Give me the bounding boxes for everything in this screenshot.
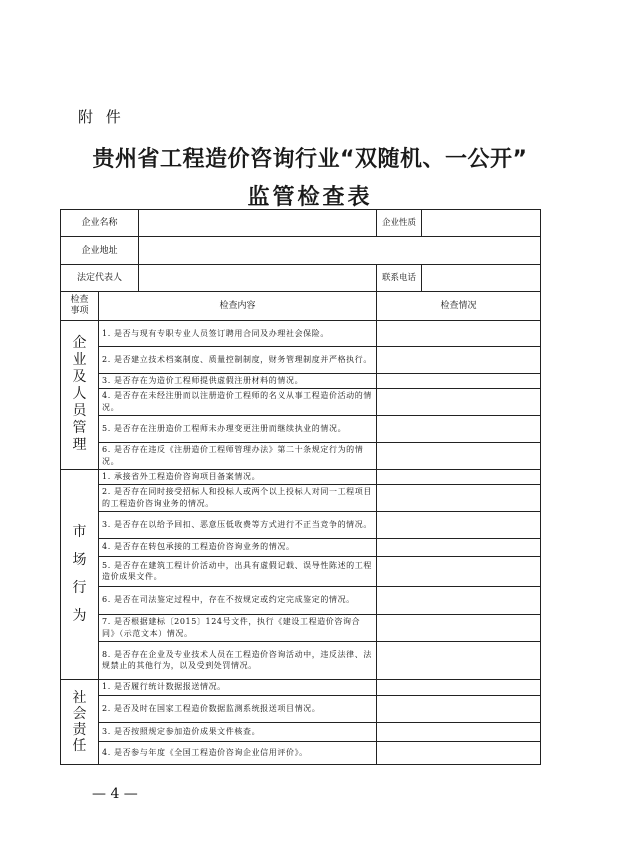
category-social-responsibility: 社 会 责 任 <box>61 679 99 764</box>
check-item: 1. 是否履行统计数据报送情况。 <box>99 679 377 695</box>
check-status-cell[interactable] <box>377 679 541 695</box>
company-address-label: 企业地址 <box>61 237 139 265</box>
check-status-cell[interactable] <box>377 556 541 586</box>
check-status-cell[interactable] <box>377 722 541 741</box>
check-item: 2. 是否建立技术档案制度、质量控制制度，财务管理制度并严格执行。 <box>99 347 377 374</box>
page-number: — 4 — <box>92 786 138 802</box>
header-item-line1: 检查 <box>70 295 89 305</box>
check-status-cell[interactable] <box>377 374 541 389</box>
check-item: 4. 是否参与年度《全国工程造价咨询企业信用评价》。 <box>99 741 377 764</box>
check-item: 3. 是否按照规定参加造价成果文件核查。 <box>99 722 377 741</box>
check-status-cell[interactable] <box>377 321 541 347</box>
company-address-value[interactable] <box>139 237 541 265</box>
phone-value[interactable] <box>422 265 541 292</box>
check-status-cell[interactable] <box>377 586 541 614</box>
check-item: 2. 是否存在同时接受招标人和投标人或两个以上投标人对同一工程项目的工程造价咨询业务的情况。 <box>99 484 377 511</box>
check-status-cell[interactable] <box>377 442 541 469</box>
check-status-cell[interactable] <box>377 347 541 374</box>
check-status-cell[interactable] <box>377 388 541 415</box>
phone-label: 联系电话 <box>377 265 422 292</box>
check-item: 5. 是否存在注册造价工程师未办理变更注册而继续执业的情况。 <box>99 415 377 442</box>
category-market-behavior: 市 场 行 为 <box>61 469 99 679</box>
inspection-table <box>60 209 541 765</box>
check-item: 8. 是否存在企业及专业技术人员在工程造价咨询活动中，违反法律、法规禁止的其他行为，以及受到处罚情况。 <box>99 641 377 679</box>
check-status-cell[interactable] <box>377 484 541 511</box>
check-status-cell[interactable] <box>377 614 541 641</box>
header-item-line2: 事项 <box>70 306 89 316</box>
check-status-cell[interactable] <box>377 469 541 484</box>
header-content: 检查内容 <box>99 292 377 321</box>
check-status-cell[interactable] <box>377 511 541 538</box>
check-status-cell[interactable] <box>377 641 541 679</box>
company-type-label: 企业性质 <box>377 210 422 237</box>
check-item: 1. 承接省外工程造价咨询项目备案情况。 <box>99 469 377 484</box>
check-item: 4. 是否存在未经注册而以注册造价工程师的名义从事工程造价活动的情况。 <box>99 388 377 415</box>
check-item: 3. 是否存在为造价工程师提供虚假注册材料的情况。 <box>99 374 377 389</box>
check-item: 6. 是否存在违反《注册造价工程师管理办法》第二十条规定行为的情况。 <box>99 442 377 469</box>
title-line-2: 监管检查表 <box>247 185 373 210</box>
legal-rep-label: 法定代表人 <box>61 265 139 292</box>
check-item: 5. 是否存在建筑工程计价活动中，出具有虚假记载、误导性陈述的工程造价成果文件。 <box>99 556 377 586</box>
check-status-cell[interactable] <box>377 741 541 764</box>
attachment-label: 附 件 <box>78 108 125 126</box>
check-item: 6. 是否在司法鉴定过程中，存在不按规定或约定完成鉴定的情况。 <box>99 586 377 614</box>
check-status-cell[interactable] <box>377 538 541 556</box>
category-enterprise-management: 企 业 及 人 员 管 理 <box>61 321 99 470</box>
check-status-cell[interactable] <box>377 415 541 442</box>
title-line-1: 贵州省工程造价咨询行业“双随机、一公开” <box>92 147 528 172</box>
header-item <box>61 292 99 321</box>
check-item: 2. 是否及时在国家工程造价数据监测系统报送项目情况。 <box>99 695 377 722</box>
company-name-label: 企业名称 <box>61 210 139 237</box>
header-status: 检查情况 <box>377 292 541 321</box>
check-item: 7. 是否根据建标〔2015〕124号文件，执行《建设工程造价咨询合同》（示范文本）情况。 <box>99 614 377 641</box>
company-type-value[interactable] <box>422 210 541 237</box>
check-item: 3. 是否存在以给予回扣、恶意压低收费等方式进行不正当竞争的情况。 <box>99 511 377 538</box>
check-item: 4. 是否存在转包承接的工程造价咨询业务的情况。 <box>99 538 377 556</box>
legal-rep-value[interactable] <box>139 265 377 292</box>
check-item: 1. 是否与现有专职专业人员签订聘用合同及办理社会保险。 <box>99 321 377 347</box>
check-status-cell[interactable] <box>377 695 541 722</box>
company-name-value[interactable] <box>139 210 377 237</box>
